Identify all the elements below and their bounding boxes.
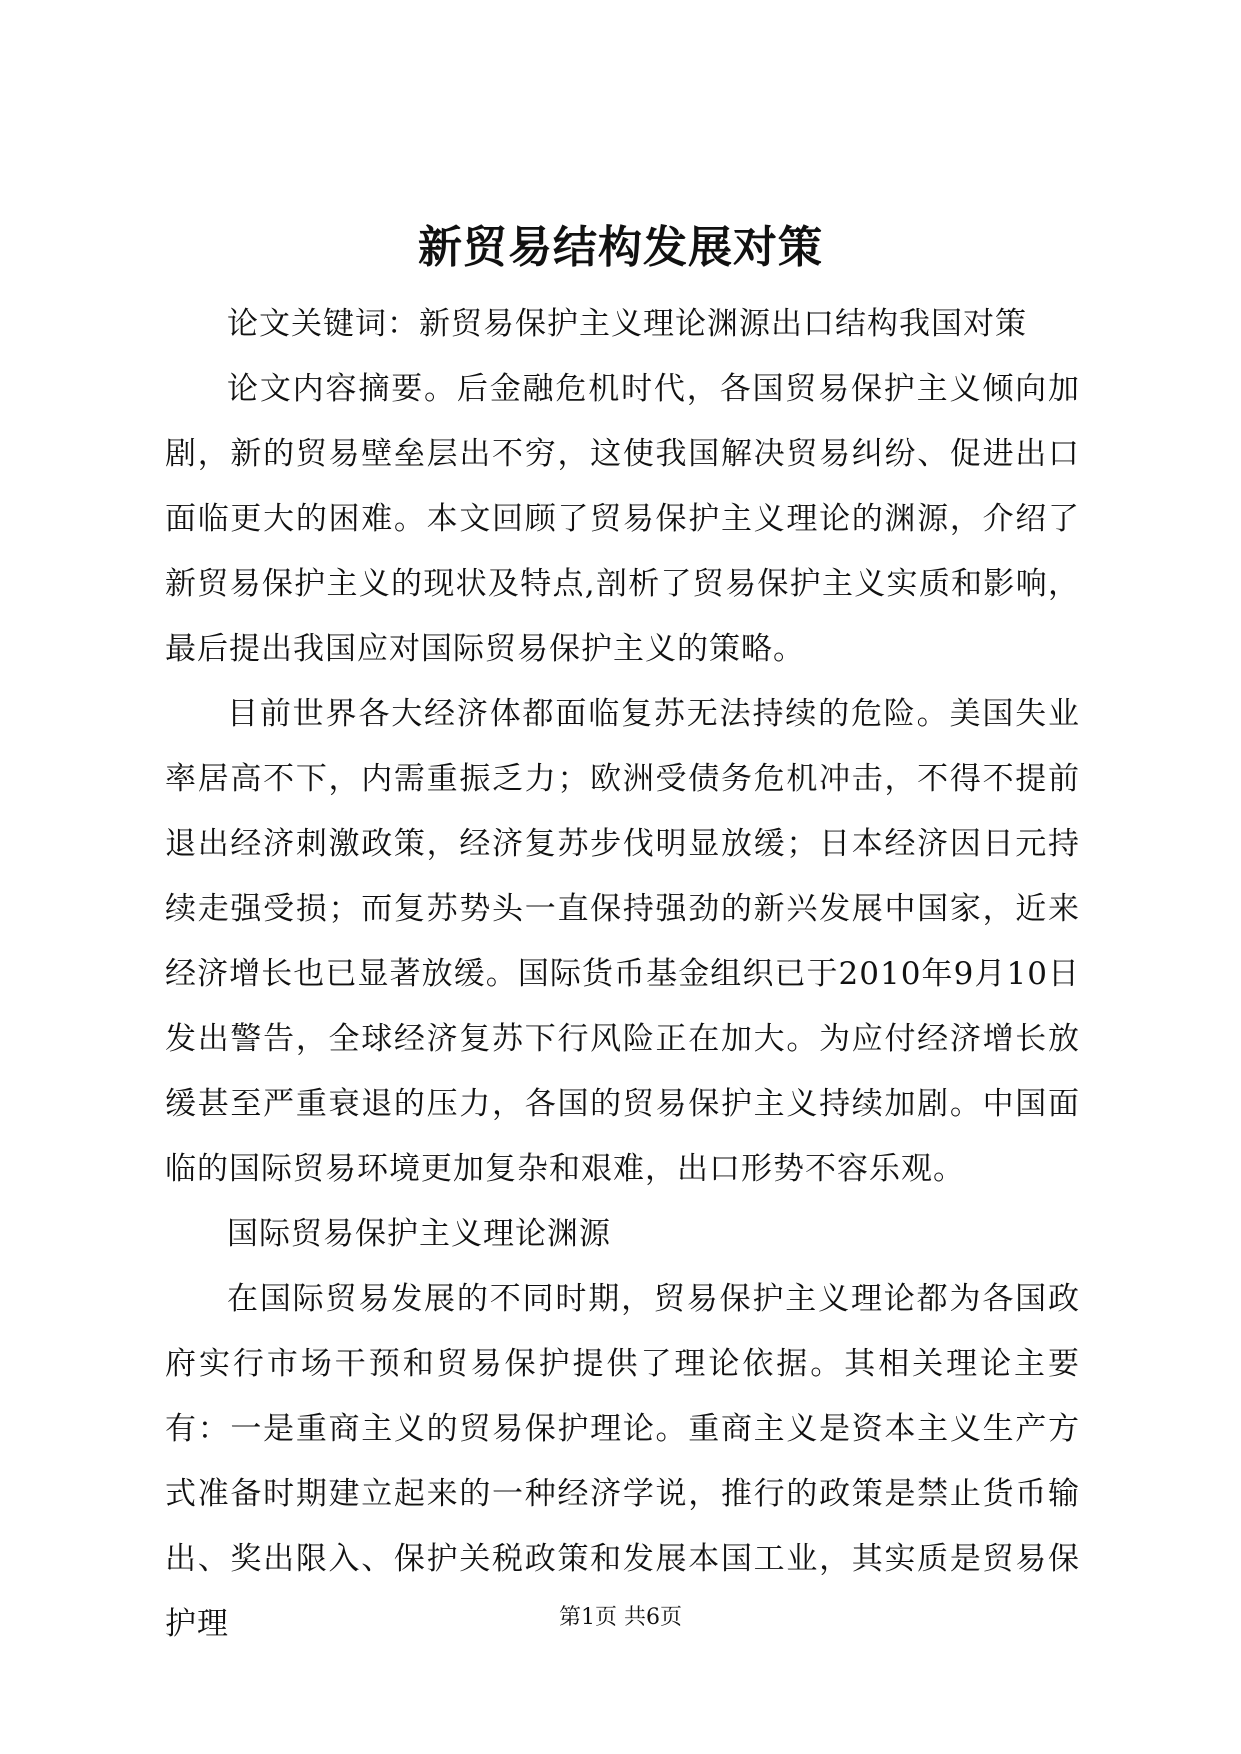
section-heading: 国际贸易保护主义理论渊源 xyxy=(227,1216,611,1252)
keywords-paragraph: 论文关键词：新贸易保护主义理论渊源出口结构我国对策 xyxy=(227,306,1027,342)
document-body xyxy=(165,292,1080,1657)
document-title: 新贸易结构发展对策 xyxy=(418,222,823,273)
page-number-footer: 第1页 共6页 xyxy=(559,1605,682,1630)
abstract-paragraph: 论文内容摘要。后金融危机时代，各国贸易保护主义倾向加剧，新的贸易壁垒层出不穷，这使我国解决贸易纠纷、促进出口面临更大的困难。本文回顾了贸易保护主义理论的渊源，介绍了新贸易保护主义的现状及特点,剖析了贸易保护主义实质和影响，最后提出我国应对国际贸易保护主义的策略。 xyxy=(165,371,1080,667)
theory-paragraph: 在国际贸易发展的不同时期，贸易保护主义理论都为各国政府实行市场干预和贸易保护提供了理论依据。其相关理论主要有：一是重商主义的贸易保护理论。重商主义是资本主义生产方式准备时期建立起来的一种经济学说，推行的政策是禁止货币输出、奖出限入、保护关税政策和发展本国工业，其实质是贸易保护理 xyxy=(165,1281,1080,1642)
intro-paragraph: 目前世界各大经济体都面临复苏无法持续的危险。美国失业率居高不下，内需重振乏力；欧洲受债务危机冲击，不得不提前退出经济刺激政策，经济复苏步伐明显放缓；日本经济因日元持续走强受损；而复苏势头一直保持强劲的新兴发展中国家，近来经济增长也已显著放缓。国际货币基金组织已于2010年9月10日发出警告，全球经济复苏下行风险正在加大。为应付经济增长放缓甚至严重衰退的压力，各国的贸易保护主义持续加剧。中国面临的国际贸易环境更加复杂和艰难，出口形势不容乐观。 xyxy=(165,696,1080,1187)
